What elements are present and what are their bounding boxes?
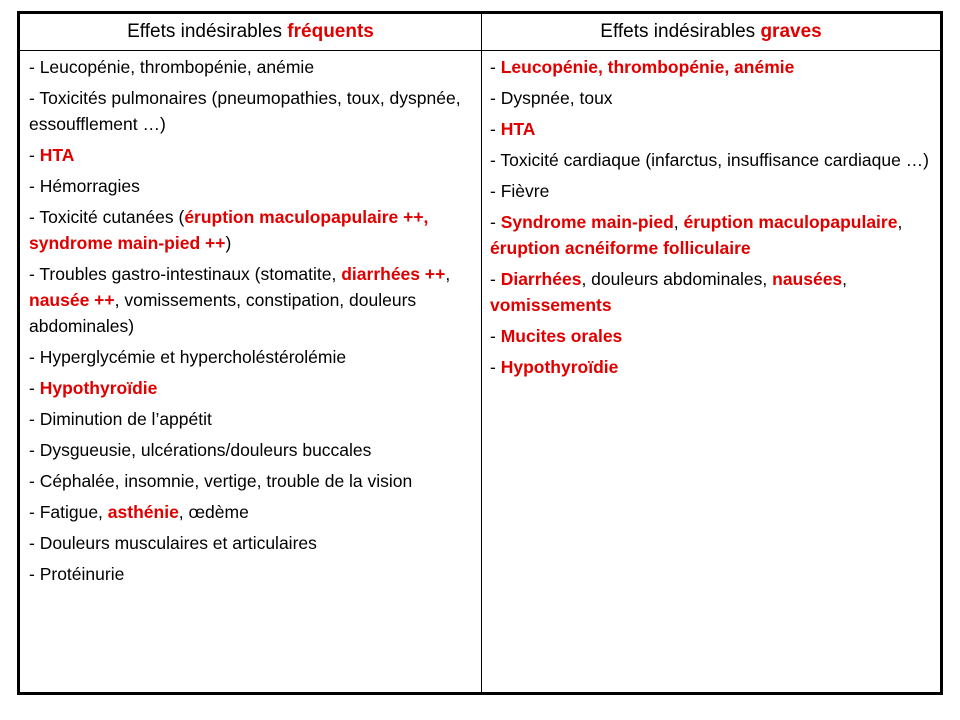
highlighted-text: nausées — [772, 269, 843, 289]
item-text: - Dysgueusie, ulcérations/douleurs buccales — [29, 440, 372, 460]
header-divider — [20, 50, 940, 51]
header-emphasis: graves — [760, 21, 822, 42]
highlighted-text: éruption maculopapulaire — [683, 212, 898, 232]
list-item — [29, 344, 475, 370]
list-item — [490, 147, 930, 173]
item-text: - Hémorragies — [29, 176, 140, 196]
highlighted-text: Syndrome main-pied — [500, 212, 674, 232]
item-text: - Céphalée, insomnie, vertige, trouble de la vision — [29, 471, 413, 491]
header-prefix: Effets indésirables — [600, 21, 761, 42]
list-item — [29, 142, 475, 168]
list-item — [490, 178, 930, 204]
item-text: - — [490, 212, 501, 232]
list-item — [29, 437, 475, 463]
item-text: - Protéinurie — [29, 564, 125, 584]
item-text: - Hyperglycémie et hypercholéstérolémie — [29, 347, 347, 367]
list-item — [29, 173, 475, 199]
list-item — [29, 499, 475, 525]
item-text: - Douleurs musculaires et articulaires — [29, 533, 317, 553]
item-text: - — [490, 357, 501, 377]
item-text: , vomissements, constipation, douleurs abdominales) — [29, 290, 417, 336]
list-item — [29, 375, 475, 401]
highlighted-text: Diarrhées — [500, 269, 582, 289]
adverse-effects-table — [17, 11, 943, 695]
item-text: , douleurs abdominales, — [581, 269, 773, 289]
item-text: , œdème — [178, 502, 249, 522]
list-item — [490, 209, 930, 261]
list-item — [29, 54, 475, 80]
highlighted-text: Hypothyroïdie — [500, 357, 619, 377]
highlighted-text: Mucites orales — [500, 326, 623, 346]
list-item — [29, 85, 475, 137]
item-text: - Diminution de l’appétit — [29, 409, 212, 429]
item-text: - — [29, 378, 40, 398]
header-frequent-effects — [20, 14, 481, 50]
frequent-effects-list — [29, 54, 475, 592]
highlighted-text: Leucopénie, thrombopénie, anémie — [500, 57, 795, 77]
list-item — [29, 261, 475, 339]
highlighted-text: HTA — [39, 145, 75, 165]
list-item — [490, 354, 930, 380]
item-text: , — [842, 269, 848, 289]
list-item — [29, 406, 475, 432]
list-item — [29, 530, 475, 556]
item-text: - — [29, 145, 40, 165]
highlighted-text: vomissements — [490, 295, 612, 315]
list-item — [490, 54, 930, 80]
highlighted-text: HTA — [500, 119, 536, 139]
serious-effects-list — [490, 54, 930, 385]
header-prefix: Effets indésirables — [127, 21, 288, 42]
list-item — [29, 204, 475, 256]
list-item — [490, 323, 930, 349]
item-text: - — [490, 119, 501, 139]
item-text: - Fatigue, — [29, 502, 108, 522]
item-text: , — [673, 212, 684, 232]
item-text: - Dyspnée, toux — [490, 88, 613, 108]
header-serious-effects — [482, 14, 940, 50]
header-emphasis: fréquents — [287, 21, 374, 42]
item-text: - — [490, 326, 501, 346]
column-divider — [481, 14, 482, 692]
item-text: - Toxicités pulmonaires (pneumopathies, toux, dyspnée, essoufflement …) — [29, 88, 461, 134]
highlighted-text: nausée ++ — [29, 290, 115, 310]
list-item — [29, 468, 475, 494]
item-text: - Leucopénie, thrombopénie, anémie — [29, 57, 315, 77]
item-text: , — [897, 212, 903, 232]
item-text: - Toxicité cardiaque (infarctus, insuffisance cardiaque …) — [490, 150, 930, 170]
item-text: - — [490, 57, 501, 77]
highlighted-text: asthénie — [107, 502, 179, 522]
highlighted-text: éruption acnéiforme folliculaire — [490, 238, 751, 258]
item-text: - Toxicité cutanées ( — [29, 207, 185, 227]
list-item — [490, 85, 930, 111]
highlighted-text: éruption maculopapulaire ++, syndrome main-pied ++ — [29, 207, 429, 253]
item-text: ) — [225, 233, 232, 253]
list-item — [490, 116, 930, 142]
highlighted-text: diarrhées ++ — [341, 264, 446, 284]
list-item — [29, 561, 475, 587]
item-text: - — [490, 269, 501, 289]
item-text: - Fièvre — [490, 181, 550, 201]
item-text: - Troubles gastro-intestinaux (stomatite, — [29, 264, 342, 284]
item-text: , — [445, 264, 451, 284]
list-item — [490, 266, 930, 318]
highlighted-text: Hypothyroïdie — [39, 378, 158, 398]
